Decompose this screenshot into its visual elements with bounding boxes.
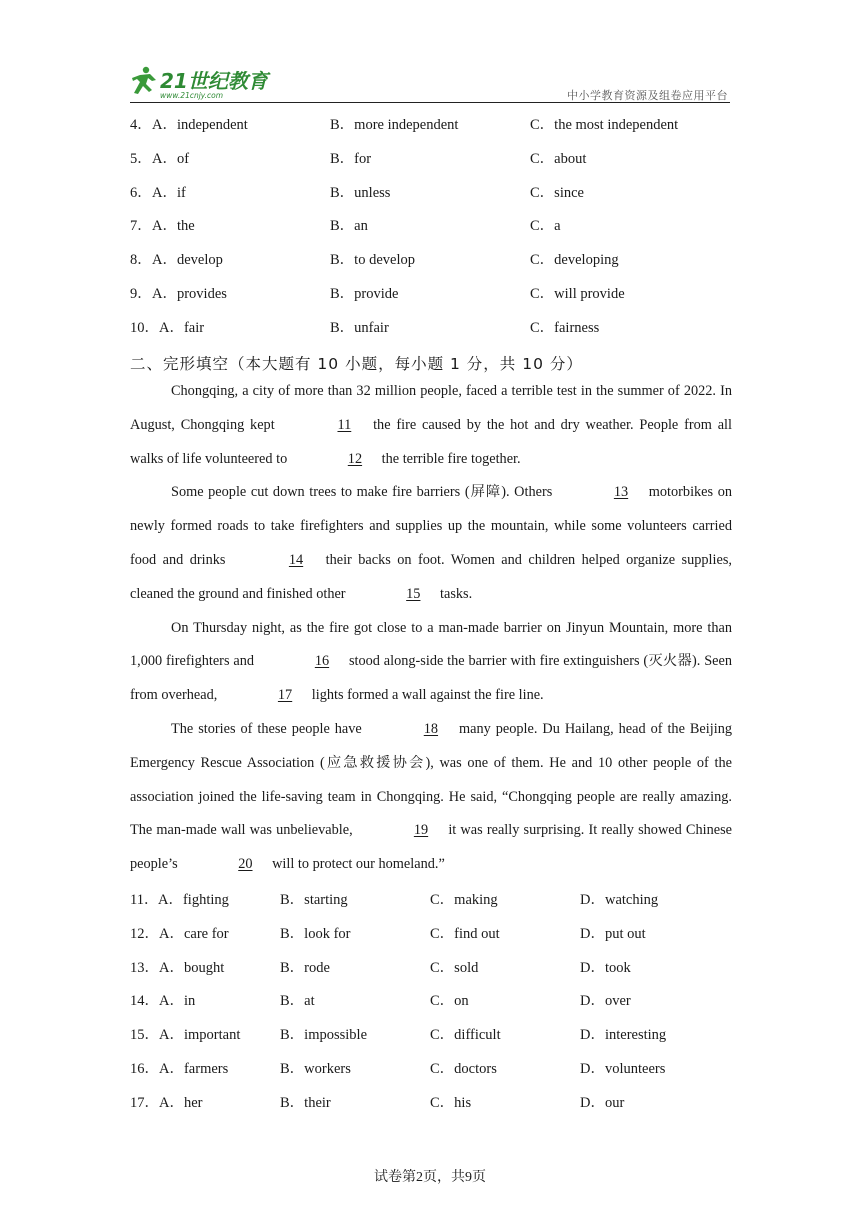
cloze-passage [130,375,732,882]
option-c: C．developing [530,252,619,269]
option-a: A．develop [152,252,223,269]
option-a: A．in [159,993,196,1010]
page-header [130,60,732,104]
passage-text: motorbikes on newly formed roads to take firefighters and supplies up the mountain, while some volunteers carried food and drinks [130,484,732,568]
question-number: 8． [130,252,152,269]
option-d: D．put out [580,925,646,942]
paragraph [130,375,732,476]
blank-11: 11 [337,416,352,433]
passage-text: The stories of these people have [171,720,367,737]
passage-text: the fire caused by the hot and dry weather. People from all walks of life volunteered to [130,416,732,467]
option-c: C．a [530,218,561,235]
option-c: C．making [430,892,498,908]
question-number: 13． [130,959,159,976]
option-b: B．provide [330,286,399,302]
passage-text: will to protect our homeland.” [268,856,445,873]
section-title: 二、完形填空（本大题有 10 小题，每小题 1 分，共 10 分） [130,355,583,373]
passage-text: On Thursday night, as the fire got close to a man-made barrier on Jinyun Mountain, more than 1,000 firefighters and [130,619,732,670]
option-b: B．to develop [330,252,415,269]
option-a: A．independent [152,117,248,133]
platform-text: 中小学教育资源及组卷应用平台 [567,89,728,102]
option-a: A．care for [159,925,229,942]
blank-16: 16 [314,653,330,670]
blank-12: 12 [347,450,363,467]
page-footer: 试卷第2页，共9页 [374,1170,486,1185]
option-b: B．an [330,218,368,235]
option-c: C．will provide [530,286,625,302]
blank-20: 20 [238,856,253,873]
option-b: B．at [280,993,315,1010]
option-c: C．on [430,993,469,1010]
option-a: A．bought [159,959,225,976]
option-c: C．find out [430,925,500,942]
option-d: D．volunteers [580,1061,666,1077]
option-c: C．his [430,1094,472,1111]
passage-text: it was really surprising. It really showed Chinese people’s [130,822,732,873]
header-rule [130,102,730,103]
question-number: 5． [130,150,152,167]
option-a: A．farmers [159,1061,229,1077]
option-a: A．the [152,218,195,235]
option-b: B．their [280,1094,331,1111]
option-d: D．watching [580,892,659,908]
option-c: C．fairness [530,319,600,336]
question-number: 16． [130,1061,159,1077]
question-number: 17． [130,1094,159,1111]
option-c: C．about [530,150,587,167]
logo-text: 21世纪教育 [160,69,268,93]
passage-text: their backs on foot. Women and children helped organize supplies, cleaned the ground and finished other [130,551,732,602]
question-number: 15． [130,1027,159,1044]
question-number: 4． [130,117,152,133]
option-c: C．the most independent [530,117,679,133]
paragraph [130,476,732,611]
option-a: A．of [152,150,190,167]
passage-text: lights formed a wall against the fire line. [308,687,544,704]
question-number: 11． [130,892,159,908]
option-a: A．important [159,1027,241,1044]
question-number: 9． [130,286,152,302]
logo [130,64,280,100]
blank-18: 18 [423,720,439,737]
question-number: 7． [130,218,152,235]
option-b: B．for [330,150,372,167]
option-d: D．took [580,959,631,976]
option-b: B．starting [280,892,348,908]
option-a: A．her [159,1094,203,1111]
passage-text: many people. Du Hailang, head of the Beijing Emergency Rescue Association (应急救援协会), was one of them. He and 10 other people of the association joined the life-saving team in Chongqing. He said, “Chongqing people are really amazing. The man-made wall was unbelievable, [130,720,732,839]
blank-13: 13 [613,484,629,501]
question-number: 10． [130,319,159,336]
question-number: 12． [130,925,159,942]
option-b: B．impossible [280,1027,368,1044]
passage-text: Some people cut down trees to make fire barriers (屏障). Others [171,484,557,501]
option-b: B．unless [330,184,391,201]
passage-text: the terrible fire together. [378,450,521,467]
blank-19: 19 [413,822,429,839]
blank-15: 15 [406,585,421,602]
option-a: A．fighting [158,892,229,908]
passage-text: tasks. [436,585,473,602]
option-b: B．look for [280,925,351,942]
passage-text: Chongqing, a city of more than 32 million people, faced a terrible test in the summer of 2022. In August, Chongqing kept [130,383,732,433]
paragraph [130,612,732,713]
option-b: B．workers [280,1061,351,1077]
option-c: C．difficult [430,1027,501,1044]
option-b: B．more independent [330,117,459,133]
passage-text: stood along-side the barrier with fire extinguishers (灭火器). Seen from overhead, [130,653,733,704]
option-a: A．provides [152,286,227,302]
option-a: A．if [152,184,186,201]
option-a: A．fair [159,319,205,336]
option-c: C．since [530,184,584,201]
logo-url: www.21cnjy.com [160,91,224,100]
option-d: D．interesting [580,1027,667,1044]
blank-17: 17 [277,687,293,704]
option-d: D．over [580,993,631,1010]
question-number: 14． [130,993,159,1010]
paragraph [130,713,732,882]
option-c: C．doctors [430,1061,497,1077]
question-number: 6． [130,184,152,201]
option-b: B．rode [280,959,330,976]
option-b: B．unfair [330,319,389,336]
option-d: D．our [580,1094,625,1111]
blank-14: 14 [288,551,304,568]
option-c: C．sold [430,959,479,976]
